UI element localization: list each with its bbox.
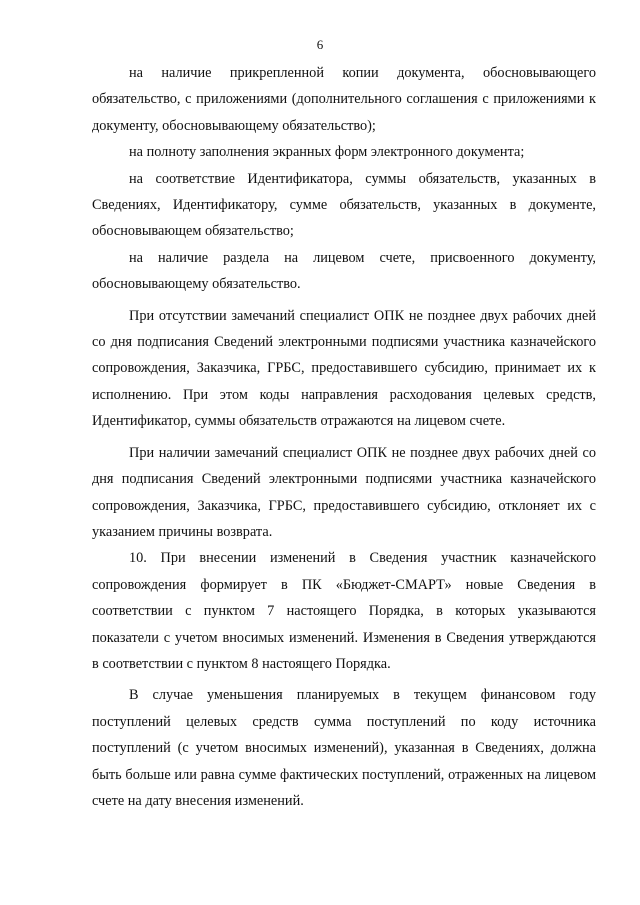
paragraph-no-remarks: При отсутствии замечаний специалист ОПК не позднее двух рабочих дней со дня подписания Сведений электронными подписями участника казначейского сопровождения, Заказчика, ГРБС, предоставившего субсидию, принимает их к исполнению. При этом коды направления расходования целевых средств, Идентификатор, суммы обязательств отражаются на лицевом счете.: [92, 307, 596, 430]
paragraph-check-attached-copy: на наличие прикрепленной копии документа, обосновывающего обязательство, с приложениями (дополнительного соглашения с приложениями к документу, обосновывающему обязательство);: [92, 65, 596, 134]
paragraph-item-10: 10. При внесении изменений в Сведения участник казначейского сопровождения формирует в ПК «Бюджет-СМАРТ» новые Сведения в соответствии с пунктом 7 настоящего Порядка, в которых указываются показатели с учетом вносимых изменений. Изменения в Сведения утверждаются в соответствии с пунктом 8 настоящего Порядка.: [92, 550, 596, 672]
paragraph-with-remarks: При наличии замечаний специалист ОПК не позднее двух рабочих дней со дня подписания Сведений электронными подписями участника казначейского сопровождения, Заказчика, ГРБС, предоставившего субсидию, отклоняет их с указанием причины возврата.: [92, 444, 596, 540]
paragraph-check-identifier: на соответствие Идентификатора, суммы обязательств, указанных в Сведениях, Идентификатору, сумме обязательств, указанных в документе, обосновывающем обязательство;: [92, 170, 596, 240]
page-number: 6: [316, 37, 324, 52]
paragraph-check-account-section: на наличие раздела на лицевом счете, присвоенного документу, обосновывающему обязательство.: [92, 249, 596, 293]
paragraph-check-screen-forms: на полноту заполнения экранных форм электронного документа;: [129, 144, 525, 161]
paragraph-decrease-receipts: В случае уменьшения планируемых в текущем финансовом году поступлений целевых средств сумма поступлений по коду источника поступлений (с учетом вносимых изменений), указанная в Сведениях, должна быть больше или равна сумме фактических поступлений, отраженных на лицевом счете на дату внесения изменений.: [92, 687, 596, 809]
document-body: [92, 60, 596, 814]
